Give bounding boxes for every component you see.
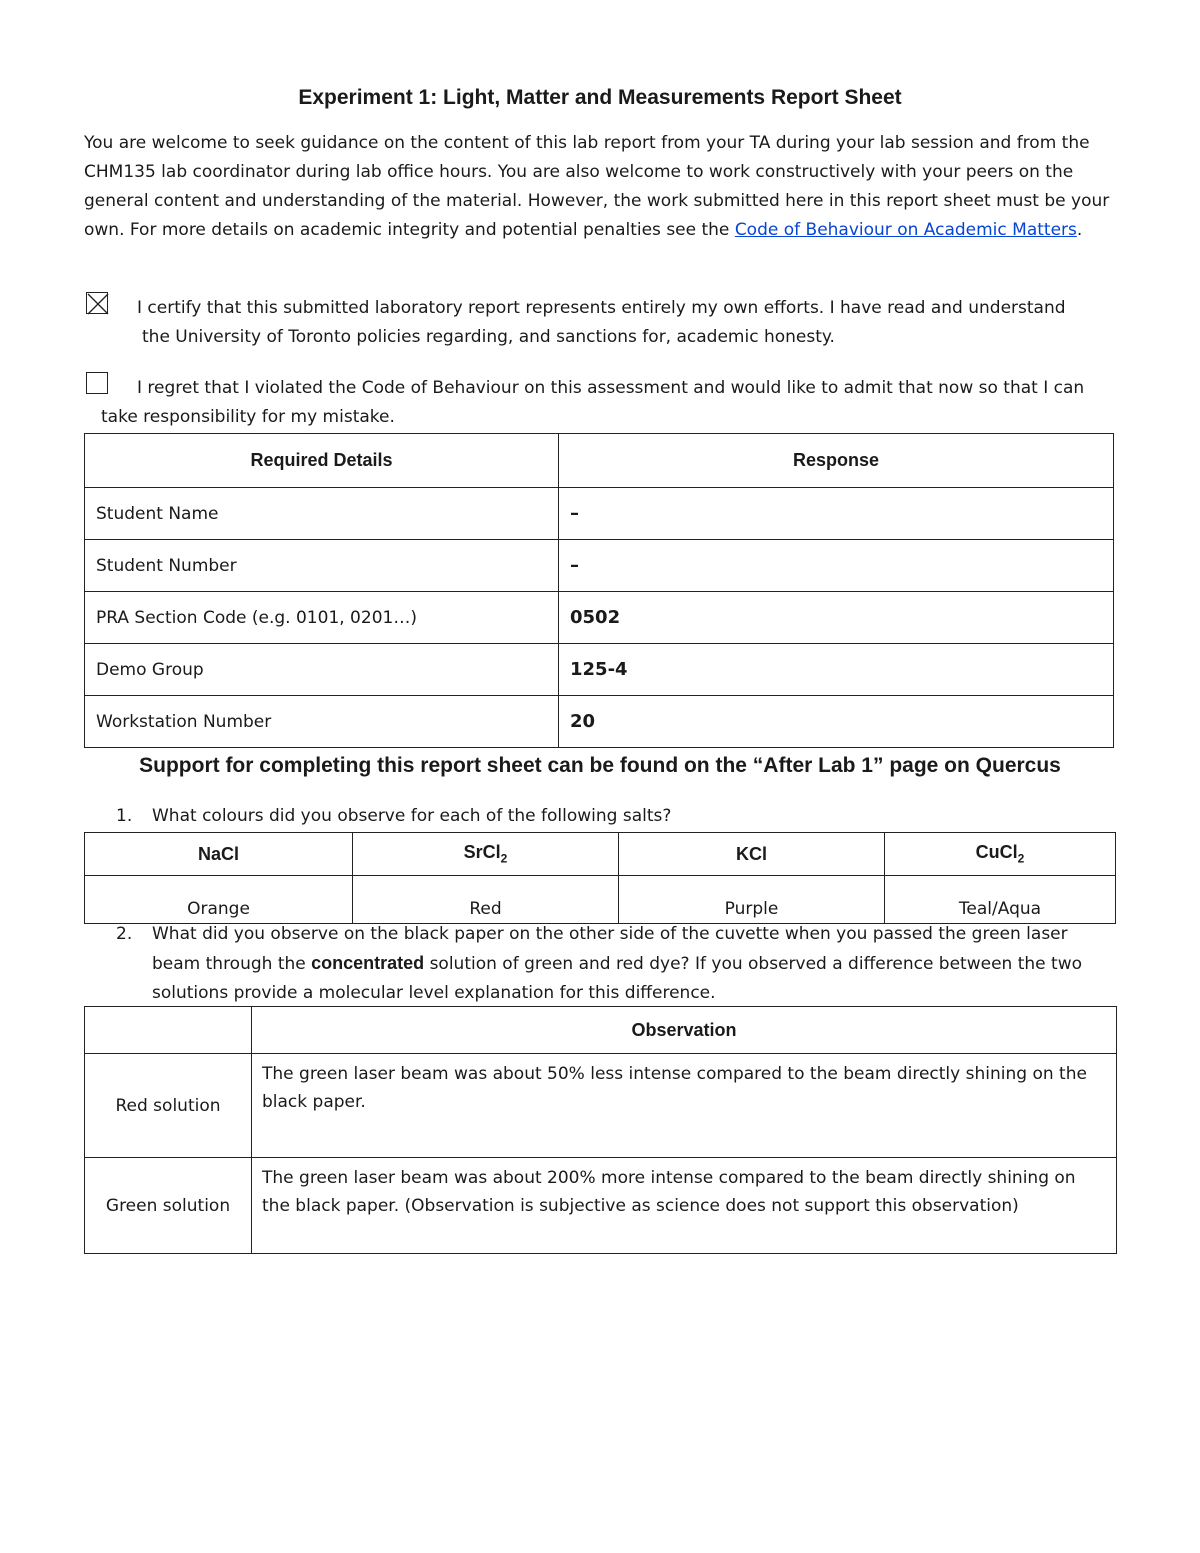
salts-header-row xyxy=(85,833,1116,876)
page-title: Experiment 1: Light, Matter and Measurements Report Sheet xyxy=(298,86,902,109)
regret-line-1: I regret that I violated the Code of Behaviour on this assessment and would like to admit that now so that I can xyxy=(137,378,1085,398)
code-of-behaviour-link[interactable]: Code of Behaviour on Academic Matters xyxy=(734,220,1077,240)
kcl-colour[interactable]: Purple xyxy=(619,876,885,924)
salts-table xyxy=(84,832,1116,924)
support-note: Support for completing this report sheet can be found on the “After Lab 1” page on Quercus xyxy=(139,754,1061,777)
certify-checkbox[interactable] xyxy=(86,292,108,314)
table-row xyxy=(85,644,1114,696)
demo-group-value[interactable]: 125-4 xyxy=(559,644,1114,696)
salt-formula: KCl xyxy=(736,843,767,864)
details-table xyxy=(84,433,1114,748)
salt-formula: SrCl xyxy=(463,842,501,863)
intro-end: . xyxy=(1076,220,1083,240)
observation-header: Observation xyxy=(252,1007,1117,1054)
question-2-text-b: solution of green and red dye? If you observed a difference between the two solutions provide a molecular level explanation for this difference. xyxy=(152,954,1082,1003)
question-1-text: What colours did you observe for each of the following salts? xyxy=(152,806,672,826)
question-2-number: 2. xyxy=(116,924,133,944)
table-row xyxy=(85,488,1114,540)
table-row xyxy=(85,592,1114,644)
question-2 xyxy=(116,920,1116,1008)
salt-header-srcl2 xyxy=(353,833,619,876)
table-row xyxy=(85,1158,1117,1254)
section-code-value[interactable]: 0502 xyxy=(559,592,1114,644)
row-label: Student Name xyxy=(85,488,559,540)
nacl-colour[interactable]: Orange xyxy=(85,876,353,924)
green-solution-observation[interactable]: The green laser beam was about 200% more intense compared to the beam directly shining on the black paper. (Observation is subjective as science does not support this observation) xyxy=(252,1158,1117,1254)
salt-subscript: 2 xyxy=(500,851,508,866)
red-solution-label: Red solution xyxy=(85,1054,252,1158)
salt-formula: CuCl xyxy=(975,842,1018,863)
details-header-row xyxy=(85,434,1114,488)
observation-header-row xyxy=(85,1007,1117,1054)
green-solution-label: Green solution xyxy=(85,1158,252,1254)
salt-header-kcl xyxy=(619,833,885,876)
question-2-text xyxy=(152,920,1116,1008)
workstation-number-value[interactable]: 20 xyxy=(559,696,1114,748)
intro-paragraph xyxy=(84,129,1124,245)
checkbox-x-icon xyxy=(87,293,109,315)
certify-line-2: the University of Toronto policies regarding, and sanctions for, academic honesty. xyxy=(142,327,835,347)
salt-header-nacl xyxy=(85,833,353,876)
srcl2-colour[interactable]: Red xyxy=(353,876,619,924)
certify-line-1: I certify that this submitted laboratory report represents entirely my own efforts. I have read and understand xyxy=(137,298,1066,318)
intro-text: You are welcome to seek guidance on the content of this lab report from your TA during your lab session and from the CHM135 lab coordinator during lab office hours. You are also welcome to work constructively with your peers on the general content and understanding of the material. However, the work submitted here in this report sheet must be your own. For more details on academic integrity and potential penalties see the xyxy=(84,133,1110,240)
observation-table xyxy=(84,1006,1117,1254)
table-row xyxy=(85,696,1114,748)
question-1-number: 1. xyxy=(116,806,133,826)
regret-line-2: take responsibility for my mistake. xyxy=(101,407,395,427)
row-label: Student Number xyxy=(85,540,559,592)
salt-subscript: 2 xyxy=(1017,851,1025,866)
salt-formula: NaCl xyxy=(197,843,239,864)
cucl2-colour[interactable]: Teal/Aqua xyxy=(885,876,1116,924)
regret-checkbox[interactable] xyxy=(86,372,108,394)
salts-colour-row xyxy=(85,876,1116,924)
row-label: PRA Section Code (e.g. 0101, 0201…) xyxy=(85,592,559,644)
table-row xyxy=(85,540,1114,592)
salt-header-cucl2 xyxy=(885,833,1116,876)
header-required-details: Required Details xyxy=(85,434,559,488)
row-label: Demo Group xyxy=(85,644,559,696)
red-solution-observation[interactable]: The green laser beam was about 50% less intense compared to the beam directly shining on the black paper. xyxy=(252,1054,1117,1158)
question-2-bold: concentrated xyxy=(311,953,425,973)
table-row xyxy=(85,1054,1117,1158)
header-response: Response xyxy=(559,434,1114,488)
row-label: Workstation Number xyxy=(85,696,559,748)
student-name-value[interactable]: – xyxy=(559,488,1114,540)
question-2-text-a: What did you observe on the black paper on the other side of the cuvette when you passed the green laser beam through the xyxy=(152,924,1068,974)
student-number-value[interactable]: – xyxy=(559,540,1114,592)
observation-header-blank xyxy=(85,1007,252,1054)
